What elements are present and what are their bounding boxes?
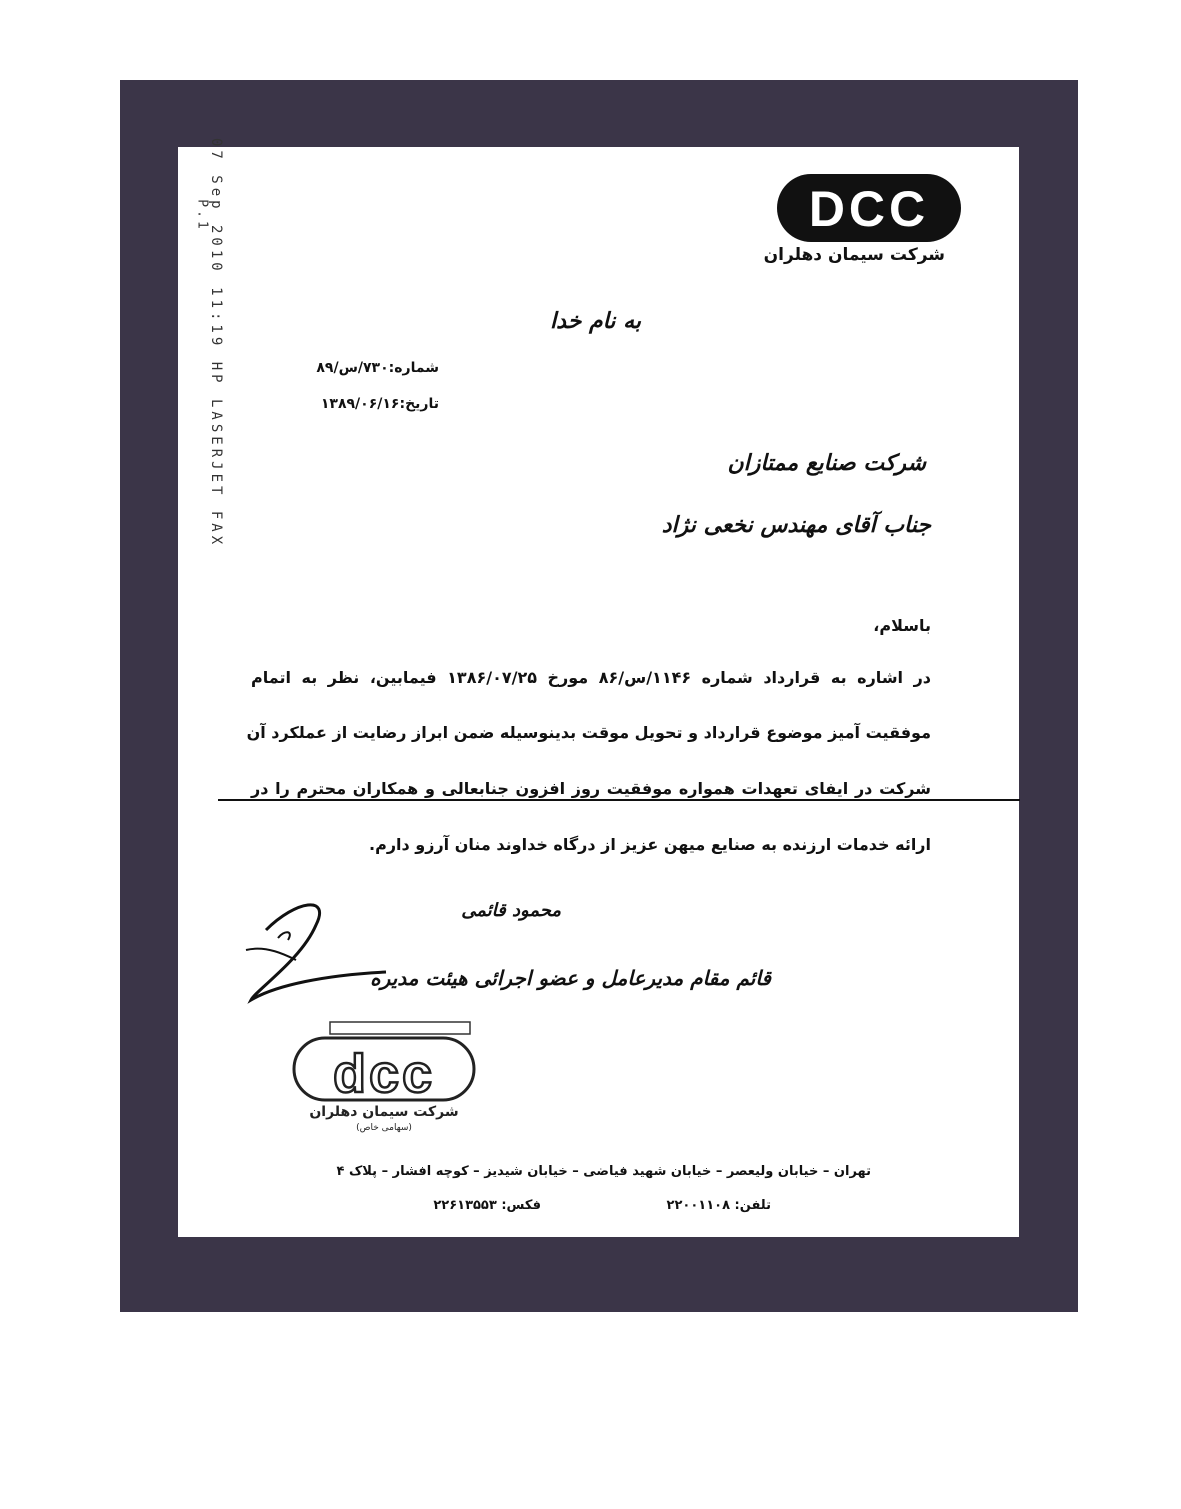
- signer-title: قائم مقام مدیرعامل و عضو اجرائی هیئت مدیره: [370, 966, 771, 990]
- signer-name: محمود قائمی: [461, 900, 561, 921]
- body-line-3: شرکت در ایفای تعهدات همواره موفقیت روز افزون جنابعالی و همکاران محترم را در: [251, 779, 931, 798]
- footer-phone: [667, 1198, 771, 1213]
- fax-scan-line: [218, 799, 1020, 801]
- footer-phone-label: تلفن:: [734, 1198, 771, 1213]
- letter-number: [316, 360, 439, 376]
- recipient-person: جناب آقای مهندس نخعی نژاد: [661, 512, 931, 538]
- svg-text:dcc: dcc: [332, 1044, 436, 1104]
- letter-date-value: ۱۳۸۹/۰۶/۱۶: [320, 396, 400, 412]
- company-name: شرکت سیمان دهلران: [763, 245, 945, 265]
- footer-phone-value: ۲۲۰۰۱۱۰۸: [666, 1198, 731, 1213]
- letter-number-value: ۷۳۰/س/۸۹: [316, 360, 389, 376]
- handwritten-signature: [236, 890, 396, 1020]
- fax-transmission-line: 07 Sep 2010 11:19 HP LASERJET FAX: [208, 138, 224, 549]
- fax-page-number: P.1: [194, 199, 210, 232]
- company-stamp: [292, 1018, 476, 1134]
- body-line-4: ارائه خدمات ارزنده به صنایع میهن عزیز از درگاه خداوند منان آرزو دارم.: [369, 835, 931, 854]
- letter-date-label: تاریخ:: [399, 396, 439, 412]
- body-line-2: موفقیت آمیز موضوع قرارداد و تحویل موقت بدینوسیله ضمن ابراز رضایت از عملکرد آن: [246, 723, 931, 742]
- footer-address: تهران – خیابان ولیعصر – خیابان شهید فیاضی – خیابان شیدیز – کوچه افشار – پلاک ۴: [336, 1164, 871, 1179]
- greeting: باسلام،: [873, 616, 931, 635]
- svg-text:(سهامی خاص): (سهامی خاص): [356, 1123, 412, 1133]
- footer-fax-value: ۲۲۶۱۳۵۵۳: [433, 1198, 497, 1213]
- dcc-logo: [773, 168, 965, 248]
- fax-header: [194, 138, 232, 1240]
- letter-number-label: شماره:: [388, 360, 439, 376]
- svg-text:DCC: DCC: [808, 181, 930, 237]
- svg-text:شرکت سیمان دهلران: شرکت سیمان دهلران: [309, 1104, 459, 1120]
- bismillah: به نام خدا: [550, 308, 641, 334]
- letter-date: [321, 396, 439, 412]
- footer-fax: [433, 1198, 541, 1213]
- body-line-1: در اشاره به قرارداد شماره ۱۱۴۶/س/۸۶ مورخ ۱۳۸۶/۰۷/۲۵ فیمابین، نظر به اتمام: [251, 668, 932, 687]
- footer-fax-label: فکس:: [501, 1198, 541, 1213]
- recipient-company: شرکت صنایع ممتازان: [727, 450, 926, 476]
